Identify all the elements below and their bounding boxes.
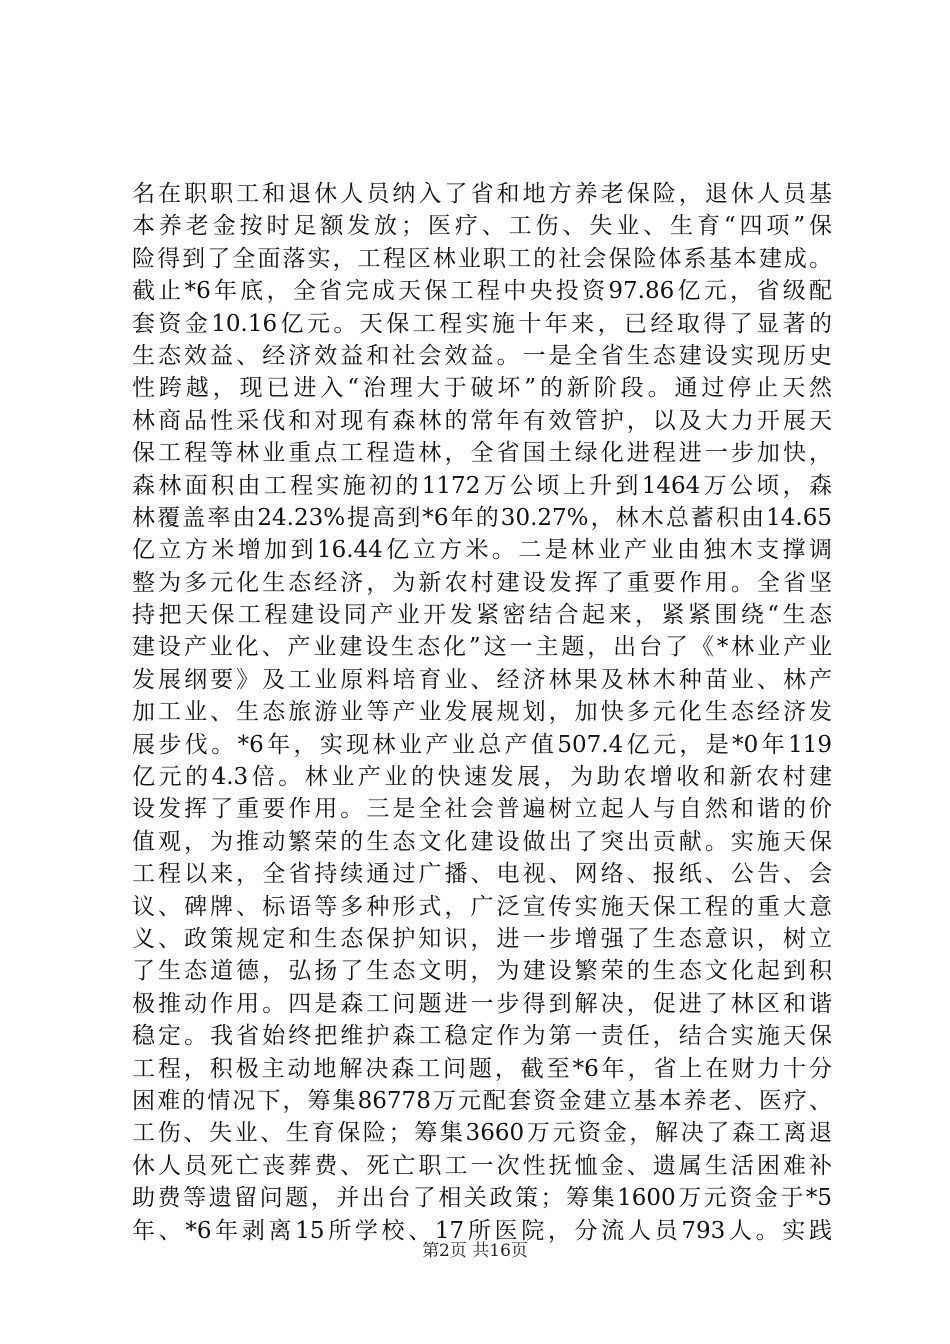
paragraph-line: 助费等遗留问题，并出台了相关政策；筹集1600万元资金于*5 — [132, 1185, 832, 1212]
paragraph-line: 亿立方米增加到16.44亿立方米。二是林业产业由独木支撑调 — [132, 537, 832, 564]
paragraph-line: 整为多元化生态经济，为新农村建设发挥了重要作用。全省坚 — [132, 569, 832, 596]
paragraph-line: 截止*6年底，全省完成天保工程中央投资97.86亿元，省级配 — [132, 278, 832, 305]
body-text — [132, 178, 832, 1247]
paragraph-line: 展步伐。*6年，实现林业产业总产值507.4亿元，是*0年119 — [132, 731, 832, 758]
paragraph-line: 林覆盖率由24.23%提高到*6年的30.27%，林木总蓄积由14.65 — [132, 504, 832, 531]
paragraph-line: 建设产业化、产业建设生态化”这一主题，出台了《*林业产业 — [132, 634, 832, 661]
paragraph-line: 保工程等林业重点工程造林，全省国土绿化进程进一步加快， — [132, 440, 832, 467]
paragraph-line: 义、政策规定和生态保护知识，进一步增强了生态意识，树立 — [132, 925, 832, 952]
paragraph-line: 稳定。我省始终把维护森工稳定作为第一责任，结合实施天保 — [132, 1023, 832, 1050]
paragraph-line: 林商品性采伐和对现有森林的常年有效管护，以及大力开展天 — [132, 407, 832, 434]
paragraph-line: 极推动作用。四是森工问题进一步得到解决，促进了林区和谐 — [132, 990, 832, 1017]
paragraph-line: 性跨越，现已进入“治理大于破坏”的新阶段。通过停止天然 — [132, 375, 832, 402]
paragraph-line: 工程以来，全省持续通过广播、电视、网络、报纸、公告、会 — [132, 861, 832, 888]
paragraph-line: 议、碑牌、标语等多种形式，广泛宣传实施天保工程的重大意 — [132, 893, 832, 920]
paragraph-line: 森林面积由工程实施初的1172万公顷上升到1464万公顷，森 — [132, 472, 832, 499]
paragraph-line: 持把天保工程建设同产业开发紧密结合起来，紧紧围绕“生态 — [132, 602, 832, 629]
paragraph-line: 年、*6年剥离15所学校、17所医院，分流人员793人。实践 — [132, 1217, 832, 1244]
paragraph-line: 困难的情况下，筹集86778万元配套资金建立基本养老、医疗、 — [132, 1087, 832, 1114]
paragraph-line: 亿元的4.3倍。林业产业的快速发展，为助农增收和新农村建 — [132, 764, 832, 791]
page-footer: 第2页 共16页 — [422, 1241, 528, 1261]
paragraph-line: 工伤、失业、生育保险；筹集3660万元资金，解决了森工离退 — [132, 1120, 832, 1147]
paragraph-line: 发展纲要》及工业原料培育业、经济林果及林木种苗业、林产 — [132, 666, 832, 693]
paragraph-line: 生态效益、经济效益和社会效益。一是全省生态建设实现历史 — [132, 342, 832, 369]
paragraph-line: 本养老金按时足额发放；医疗、工伤、失业、生育“四项”保 — [132, 213, 832, 240]
paragraph-line: 了生态道德，弘扬了生态文明，为建设繁荣的生态文化起到积 — [132, 958, 832, 985]
paragraph-line: 值观，为推动繁荣的生态文化建设做出了突出贡献。实施天保 — [132, 828, 832, 855]
paragraph-line: 险得到了全面落实，工程区林业职工的社会保险体系基本建成。 — [132, 245, 832, 272]
paragraph-line: 名在职职工和退休人员纳入了省和地方养老保险，退休人员基 — [132, 181, 832, 207]
paragraph-line: 套资金10.16亿元。天保工程实施十年来，已经取得了显著的 — [132, 310, 832, 337]
paragraph-line: 设发挥了重要作用。三是全社会普遍树立起人与自然和谐的价 — [132, 796, 832, 823]
paragraph-line: 工程，积极主动地解决森工问题，截至*6年，省上在财力十分 — [132, 1055, 832, 1082]
paragraph-line: 加工业、生态旅游业等产业发展规划，加快多元化生态经济发 — [132, 699, 832, 726]
paragraph-line: 休人员死亡丧葬费、死亡职工一次性抚恤金、遗属生活困难补 — [132, 1152, 832, 1179]
